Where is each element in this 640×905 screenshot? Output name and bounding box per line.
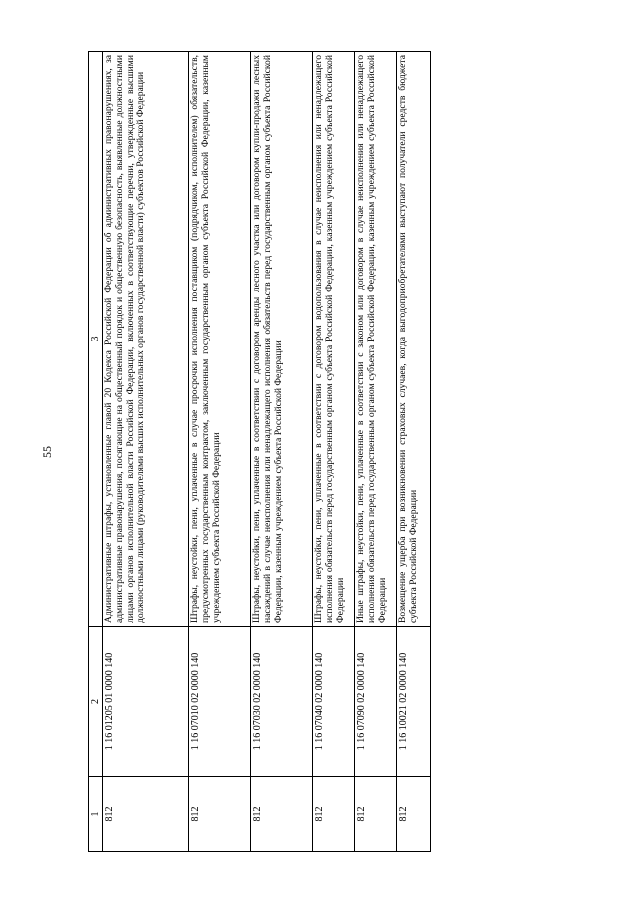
revenue-description: Возмещение ущерба при возникновении страховых случаев, когда выгодоприобретателями выступают получатели средств бюджета субъекта Российской Федерации	[397, 52, 431, 627]
page-number: 55	[40, 446, 54, 458]
table-row	[103, 52, 189, 852]
budget-classification-code: 1 16 07030 02 0000 140	[251, 627, 313, 777]
administrator-code: 812	[103, 777, 189, 852]
column-header-2: 2	[89, 627, 103, 777]
administrator-code: 812	[189, 777, 251, 852]
revenue-description: Административные штрафы, установленные главой 20 Кодекса Российской Федерации об административных правонарушениях, за административные правонарушения, посягающие на общественный порядок и общественную безопасность, выявленные должностными лицами органов исполнительной власти Российской Федерации, включенных в соответствующие перечни, утвержденные высшими должностными лицами (руководителями высших исполнительных органов государственной власти) субъектов Российской Федерации	[103, 52, 189, 627]
rotated-table-container	[88, 52, 426, 852]
revenue-description: Штрафы, неустойки, пени, уплаченные в соответствии с договором аренды лесного участка или договором купли-продажи лесных насаждений в случае неисполнения или ненадлежащего исполнения обязательств перед государственным органом субъекта Российской Федерации, казенным учреждением субъекта Российской Федерации	[251, 52, 313, 627]
budget-classification-code: 1 16 07010 02 0000 140	[189, 627, 251, 777]
revenue-description: Штрафы, неустойки, пени, уплаченные в случае просрочки исполнения поставщиком (подрядчиком, исполнителем) обязательств, предусмотренных государственным контрактом, заключенным государственным органом субъекта Российской Федерации, казенным учреждением субъекта Российской Федерации	[189, 52, 251, 627]
administrator-code: 812	[355, 777, 397, 852]
table-row	[251, 52, 313, 852]
table-row	[189, 52, 251, 852]
budget-classification-code: 1 16 10021 02 0000 140	[397, 627, 431, 777]
revenue-description: Иные штрафы, неустойки, пени, уплаченные в соответствии с законом или договором в случае неисполнения или ненадлежащего исполнения обязательств перед государственным органом субъекта Российской Федерации, казенным учреждением субъекта Российской Федерации	[355, 52, 397, 627]
revenue-description: Штрафы, неустойки, пени, уплаченные в соответствии с договором водопользования в случае неисполнения или ненадлежащего исполнения обязательств перед государственным органом субъекта Российской Федерации, казенным учреждением субъекта Российской Федерации	[313, 52, 355, 627]
table-row	[313, 52, 355, 852]
administrator-code: 812	[313, 777, 355, 852]
administrator-code: 812	[397, 777, 431, 852]
administrator-code: 812	[251, 777, 313, 852]
table-row	[355, 52, 397, 852]
revenue-codes-table	[88, 51, 431, 852]
table-row	[397, 52, 431, 852]
column-header-3: 3	[89, 52, 103, 627]
budget-classification-code: 1 16 01205 01 0000 140	[103, 627, 189, 777]
budget-classification-code: 1 16 07090 02 0000 140	[355, 627, 397, 777]
column-header-1: 1	[89, 777, 103, 852]
budget-classification-code: 1 16 07040 02 0000 140	[313, 627, 355, 777]
table-header-row	[89, 52, 103, 852]
